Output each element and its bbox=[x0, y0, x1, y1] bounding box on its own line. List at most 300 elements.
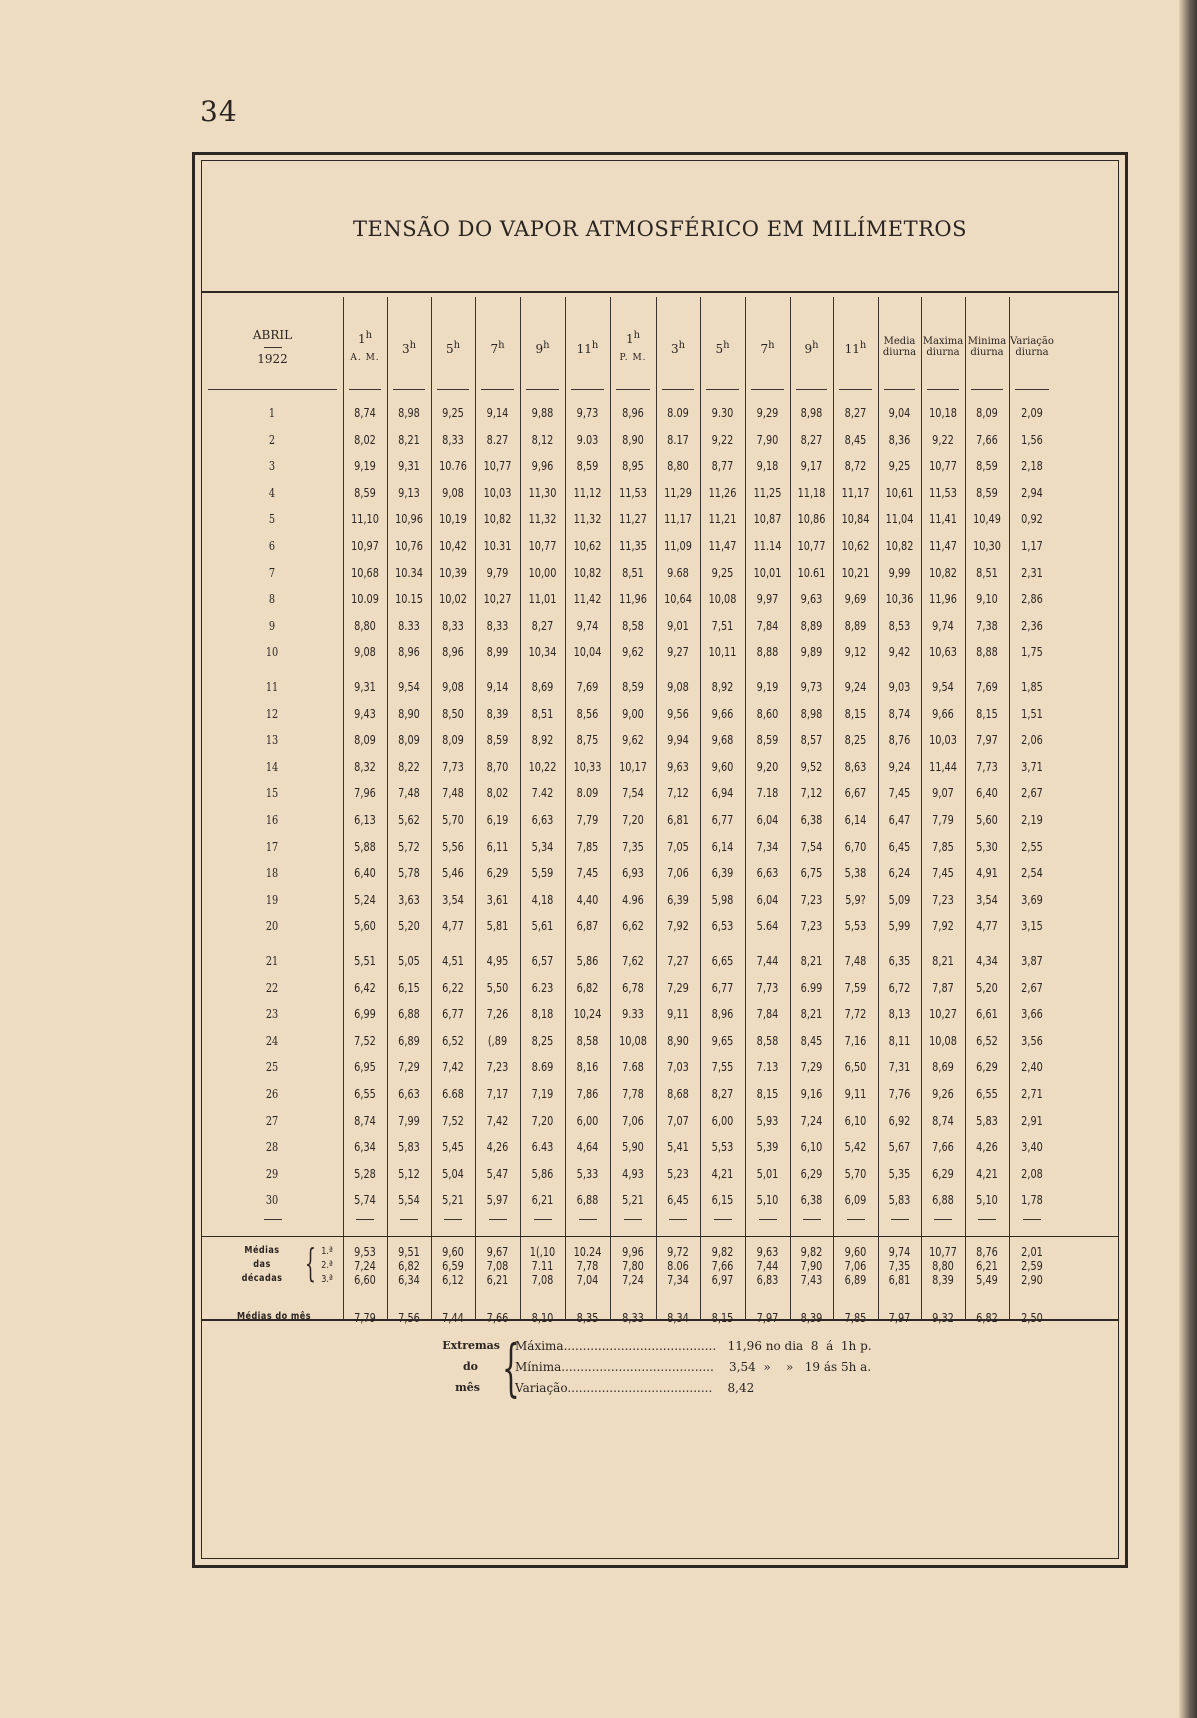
decade-mean-cell: 5,49 bbox=[976, 1273, 998, 1287]
table-title: TENSÃO DO VAPOR ATMOSFÉRICO EM MILÍMETROS bbox=[352, 217, 968, 241]
day-label: 2 bbox=[268, 432, 276, 447]
table-cell: 11,04 bbox=[885, 512, 914, 527]
table-cell: 7,35 bbox=[622, 839, 644, 854]
decade-mean-cell: 10,77 bbox=[929, 1245, 957, 1259]
table-cell: 7,48 bbox=[844, 954, 867, 968]
decade-rule bbox=[202, 1236, 1118, 1237]
day-label: 6 bbox=[268, 539, 276, 553]
table-cell: 6,75 bbox=[800, 866, 823, 881]
table-cell: 6,15 bbox=[398, 980, 420, 995]
table-cell: 8,59 bbox=[354, 485, 376, 500]
table-cell: 9,88 bbox=[531, 406, 554, 420]
table-cell: 5,34 bbox=[531, 839, 554, 854]
table-cell: 8,90 bbox=[398, 706, 420, 721]
decade-mean-cell: 8,76 bbox=[976, 1245, 998, 1259]
table-cell: 5,93 bbox=[756, 1113, 779, 1128]
month-mean-cell: 8,35 bbox=[576, 1311, 599, 1325]
day-label: 28 bbox=[265, 1140, 279, 1155]
column-divider bbox=[610, 297, 611, 1319]
column-divider bbox=[520, 297, 521, 1319]
header-hour-9 bbox=[700, 297, 745, 397]
day-label: 20 bbox=[265, 919, 279, 934]
table-cell: 5,90 bbox=[622, 1140, 644, 1155]
table-cell: 9,18 bbox=[756, 459, 779, 474]
table-cell: 8,74 bbox=[888, 706, 911, 721]
table-cell: 9,63 bbox=[667, 759, 689, 774]
decade-mean-cell: 7,35 bbox=[888, 1259, 911, 1273]
day-label: 8 bbox=[268, 592, 276, 607]
decade-mean-cell: 9,67 bbox=[486, 1245, 509, 1259]
table-cell: 5,47 bbox=[486, 1166, 509, 1181]
table-cell: 8,13 bbox=[888, 1007, 911, 1022]
table-cell: 8.09 bbox=[667, 406, 689, 420]
table-cell: 6,24 bbox=[888, 866, 911, 881]
table-cell: 9,03 bbox=[888, 680, 911, 694]
table-cell: 9,22 bbox=[711, 432, 734, 447]
table-cell: 7,19 bbox=[531, 1087, 554, 1101]
hour-label: 11$^h$ bbox=[844, 339, 867, 356]
header-month: ABRIL bbox=[252, 327, 293, 342]
table-cell: 8,98 bbox=[398, 406, 420, 420]
header-hour-7 bbox=[610, 297, 656, 397]
table-cell: 9,10 bbox=[976, 592, 998, 607]
header-month-year bbox=[202, 297, 343, 397]
decade-mean-cell: 7,43 bbox=[800, 1273, 823, 1287]
table-cell: 11,17 bbox=[664, 512, 692, 527]
table-cell: 8,59 bbox=[756, 733, 779, 748]
table-cell: 8,18 bbox=[531, 1007, 554, 1022]
table-cell: 10,62 bbox=[573, 539, 602, 553]
table-cell: 8.69 bbox=[531, 1060, 554, 1075]
decade-mean-cell: 9,96 bbox=[622, 1245, 644, 1259]
am-label: A. M. bbox=[350, 353, 380, 363]
table-cell: 7,45 bbox=[888, 786, 911, 801]
table-cell: 9,89 bbox=[800, 645, 823, 660]
decade-mean-cell: 8,39 bbox=[932, 1273, 954, 1287]
decade-mean-cell: 6,21 bbox=[976, 1259, 998, 1273]
rows-end-dash bbox=[624, 1219, 642, 1220]
header-underline bbox=[349, 389, 381, 390]
table-cell: 5,53 bbox=[711, 1140, 734, 1155]
table-cell: 6,22 bbox=[442, 980, 464, 995]
table-cell: 4,21 bbox=[976, 1166, 998, 1181]
table-cell: 8,21 bbox=[932, 954, 954, 968]
table-cell: 10,01 bbox=[753, 565, 782, 580]
month-mean-cell: 7,97 bbox=[888, 1311, 911, 1325]
day-label: 26 bbox=[265, 1087, 279, 1101]
decade-mean-cell: 7,08 bbox=[531, 1273, 554, 1287]
table-cell: 9,16 bbox=[800, 1087, 823, 1101]
table-cell: 3,54 bbox=[442, 892, 464, 907]
table-cell: 6,29 bbox=[800, 1166, 823, 1181]
table-cell: 5.64 bbox=[756, 919, 779, 934]
month-mean-cell: 8,15 bbox=[711, 1311, 734, 1325]
decade-mean-cell: 9,63 bbox=[756, 1245, 779, 1259]
table-cell: 6,29 bbox=[976, 1060, 998, 1075]
table-cell: 6,47 bbox=[888, 813, 911, 827]
table-cell: 10,97 bbox=[351, 539, 379, 553]
table-cell: 8,90 bbox=[622, 432, 644, 447]
decade-mean-cell: 10.24 bbox=[573, 1245, 602, 1259]
table-cell: 10,03 bbox=[483, 485, 512, 500]
table-cell: 6,63 bbox=[531, 813, 554, 827]
month-mean-cell: 7,79 bbox=[354, 1311, 376, 1325]
header-summary-2: Maxima diurna bbox=[922, 336, 964, 358]
table-cell: 7,69 bbox=[576, 680, 599, 694]
decade-mean-cell: 7,34 bbox=[667, 1273, 689, 1287]
month-mean-cell: 8,10 bbox=[531, 1311, 554, 1325]
table-cell: 5,45 bbox=[442, 1140, 464, 1155]
extremes-variation: Variação...................................... 8,42 bbox=[515, 1381, 755, 1395]
page-number: 34 bbox=[200, 95, 238, 128]
table-cell: 10,62 bbox=[841, 539, 870, 553]
table-cell: 6,62 bbox=[622, 919, 644, 934]
table-cell: 8,88 bbox=[756, 645, 779, 660]
table-cell: 8,59 bbox=[976, 459, 998, 474]
table-cell: 10,27 bbox=[929, 1007, 957, 1022]
table-cell: 8.33 bbox=[398, 618, 420, 633]
table-cell: 8,21 bbox=[800, 954, 823, 968]
table-cell: 5,42 bbox=[844, 1140, 867, 1155]
table-cell: 7,85 bbox=[576, 839, 599, 854]
table-cell: 3,87 bbox=[1021, 954, 1043, 968]
table-cell: 7,55 bbox=[711, 1060, 734, 1075]
header-hour-3 bbox=[431, 297, 475, 397]
header-underline bbox=[526, 389, 559, 390]
table-cell: (,89 bbox=[487, 1033, 508, 1048]
table-cell: 8,58 bbox=[622, 618, 644, 633]
table-cell: 6,57 bbox=[531, 954, 554, 968]
table-cell: 11,96 bbox=[929, 592, 957, 607]
table-cell: 8,74 bbox=[354, 406, 376, 420]
table-cell: 4,93 bbox=[622, 1166, 644, 1181]
table-cell: 6,29 bbox=[932, 1166, 954, 1181]
table-cell: 3,69 bbox=[1021, 892, 1043, 907]
table-cell: 8.09 bbox=[576, 786, 599, 801]
rows-end-dash bbox=[934, 1219, 952, 1220]
table-cell: 6,04 bbox=[756, 892, 779, 907]
table-cell: 8,45 bbox=[844, 432, 867, 447]
table-cell: 4.96 bbox=[622, 892, 644, 907]
table-cell: 2,31 bbox=[1021, 565, 1043, 580]
table-cell: 8,53 bbox=[888, 618, 911, 633]
table-cell: 5,67 bbox=[888, 1140, 911, 1155]
table-cell: 6.43 bbox=[531, 1140, 554, 1155]
table-cell: 7,76 bbox=[888, 1087, 911, 1101]
table-cell: 5,60 bbox=[354, 919, 376, 934]
table-cell: 10,24 bbox=[573, 1007, 602, 1022]
table-cell: 4,95 bbox=[486, 954, 509, 968]
table-cell: 9.30 bbox=[711, 406, 734, 420]
table-cell: 8,95 bbox=[622, 459, 644, 474]
table-cell: 9,43 bbox=[354, 706, 376, 721]
table-cell: 7,20 bbox=[622, 813, 644, 827]
table-cell: 8,16 bbox=[576, 1060, 599, 1075]
table-cell: 7,69 bbox=[976, 680, 998, 694]
table-cell: 10,77 bbox=[528, 539, 557, 553]
table-cell: 6,65 bbox=[711, 954, 734, 968]
header-underline bbox=[571, 389, 604, 390]
decade-mean-cell: 6,97 bbox=[711, 1273, 734, 1287]
rows-end-dash bbox=[891, 1219, 909, 1220]
decade-mean-cell: 7,44 bbox=[756, 1259, 779, 1273]
table-cell: 8,92 bbox=[711, 680, 734, 694]
table-cell: 4,18 bbox=[531, 892, 554, 907]
table-cell: 7,23 bbox=[486, 1060, 509, 1075]
table-cell: 7,12 bbox=[667, 786, 689, 801]
day-label: 13 bbox=[265, 733, 279, 748]
table-cell: 9.33 bbox=[622, 1007, 644, 1022]
table-cell: 10,04 bbox=[573, 645, 602, 660]
day-label: 15 bbox=[265, 786, 279, 801]
decade-mean-cell: 9,74 bbox=[888, 1245, 911, 1259]
table-cell: 10,96 bbox=[395, 512, 423, 527]
decade-mean-cell: 7,08 bbox=[486, 1259, 509, 1273]
table-cell: 7,29 bbox=[398, 1060, 420, 1075]
table-cell: 4,64 bbox=[576, 1140, 599, 1155]
header-year: 1922 bbox=[257, 351, 288, 366]
table-cell: 1,17 bbox=[1021, 539, 1043, 553]
table-cell: 6,82 bbox=[576, 980, 599, 995]
table-cell: 8,58 bbox=[756, 1033, 779, 1048]
rows-end-dash bbox=[847, 1219, 865, 1220]
table-cell: 8,51 bbox=[531, 706, 554, 721]
table-cell: 2,54 bbox=[1021, 866, 1043, 881]
table-cell: 8.27 bbox=[486, 432, 509, 447]
table-cell: 11,42 bbox=[573, 592, 602, 607]
table-cell: 7.18 bbox=[756, 786, 779, 801]
table-cell: 6,88 bbox=[576, 1193, 599, 1208]
table-cell: 7,12 bbox=[800, 786, 823, 801]
table-cell: 11,53 bbox=[929, 485, 957, 500]
table-cell: 6,38 bbox=[800, 1193, 823, 1208]
table-cell: 9,00 bbox=[622, 706, 644, 721]
table-cell: 9,08 bbox=[354, 645, 376, 660]
table-cell: 11,10 bbox=[351, 512, 379, 527]
table-cell: 5,61 bbox=[531, 919, 554, 934]
table-cell: 7,31 bbox=[888, 1060, 911, 1075]
table-cell: 7,87 bbox=[932, 980, 954, 995]
table-cell: 9,74 bbox=[932, 618, 954, 633]
column-divider bbox=[387, 297, 388, 1319]
table-cell: 9,31 bbox=[398, 459, 420, 474]
table-cell: 6,00 bbox=[711, 1113, 734, 1128]
day-label: 17 bbox=[265, 839, 279, 854]
table-cell: 10,68 bbox=[351, 565, 379, 580]
table-cell: 8,45 bbox=[800, 1033, 823, 1048]
table-cell: 7.42 bbox=[531, 786, 554, 801]
table-cell: 5,78 bbox=[398, 866, 420, 881]
table-cell: 5,9? bbox=[845, 892, 866, 907]
day-label: 22 bbox=[265, 980, 279, 995]
table-cell: 8,25 bbox=[844, 733, 867, 748]
table-cell: 8,80 bbox=[354, 618, 376, 633]
table-cell: 5,28 bbox=[354, 1166, 376, 1181]
table-cell: 8,09 bbox=[354, 733, 376, 748]
table-cell: 9,60 bbox=[711, 759, 734, 774]
table-cell: 10.31 bbox=[483, 539, 512, 553]
title-divider bbox=[202, 291, 1118, 293]
table-cell: 6.68 bbox=[442, 1087, 464, 1101]
table-cell: 5,05 bbox=[398, 954, 420, 968]
table-cell: 7,42 bbox=[442, 1060, 464, 1075]
table-cell: 8,02 bbox=[486, 786, 509, 801]
table-cell: 6,14 bbox=[711, 839, 734, 854]
table-cell: 2,09 bbox=[1021, 406, 1043, 420]
table-cell: 10,18 bbox=[929, 406, 957, 420]
table-cell: 6,13 bbox=[354, 813, 376, 827]
table-cell: 8,98 bbox=[800, 406, 823, 420]
hour-label: 5$^h$ bbox=[715, 339, 730, 356]
table-cell: 6,93 bbox=[622, 866, 644, 881]
table-cell: 11,96 bbox=[619, 592, 647, 607]
table-cell: 11,25 bbox=[753, 485, 782, 500]
column-divider bbox=[700, 297, 701, 1319]
month-mean-cell: 9,32 bbox=[932, 1311, 954, 1325]
table-cell: 5,86 bbox=[531, 1166, 554, 1181]
table-cell: 10,33 bbox=[573, 759, 602, 774]
table-cell: 7,54 bbox=[800, 839, 823, 854]
table-cell: 9,08 bbox=[442, 485, 464, 500]
table-cell: 9,13 bbox=[398, 485, 420, 500]
table-cell: 5,51 bbox=[354, 954, 376, 968]
table-cell: 2,86 bbox=[1021, 592, 1043, 607]
hour-label: 9$^h$ bbox=[535, 339, 550, 356]
table-cell: 9,19 bbox=[756, 680, 779, 694]
month-mean-cell: 7,66 bbox=[486, 1311, 509, 1325]
table-cell: 5,41 bbox=[667, 1140, 689, 1155]
table-cell: 5,35 bbox=[888, 1166, 911, 1181]
header-hour-2 bbox=[387, 297, 431, 397]
day-label: 14 bbox=[265, 759, 279, 774]
table-cell: 5,20 bbox=[398, 919, 420, 934]
table-cell: 9,27 bbox=[667, 645, 689, 660]
table-cell: 9,62 bbox=[622, 733, 644, 748]
table-cell: 8,59 bbox=[486, 733, 509, 748]
decade-ordinal: 2.ª bbox=[321, 1260, 333, 1271]
table-cell: 8,89 bbox=[844, 618, 867, 633]
table-cell: 9,01 bbox=[667, 618, 689, 633]
table-cell: 5,60 bbox=[976, 813, 998, 827]
table-cell: 7,92 bbox=[932, 919, 954, 934]
table-cell: 5,62 bbox=[398, 813, 420, 827]
decade-ordinal: 1.ª bbox=[321, 1246, 333, 1257]
table-cell: 4,34 bbox=[976, 954, 998, 968]
decade-mean-cell: 6,34 bbox=[398, 1273, 420, 1287]
table-cell: 11.14 bbox=[753, 539, 782, 553]
table-cell: 9,07 bbox=[932, 786, 954, 801]
table-cell: 10.61 bbox=[797, 565, 826, 580]
day-label: 19 bbox=[265, 892, 279, 907]
column-divider bbox=[656, 297, 657, 1319]
table-cell: 10,63 bbox=[929, 645, 957, 660]
table-cell: 10,77 bbox=[483, 459, 512, 474]
table-cell: 10,08 bbox=[929, 1033, 957, 1048]
table-cell: 5,33 bbox=[576, 1166, 599, 1181]
rows-end-dash bbox=[489, 1219, 507, 1220]
table-cell: 5,01 bbox=[756, 1166, 779, 1181]
table-cell: 4,77 bbox=[976, 919, 998, 934]
month-mean-cell: 8,34 bbox=[667, 1311, 689, 1325]
table-cell: 8,51 bbox=[622, 565, 644, 580]
table-cell: 2,18 bbox=[1021, 459, 1043, 474]
header-underline bbox=[706, 389, 739, 390]
rows-end-dash bbox=[669, 1219, 687, 1220]
month-mean-cell: 8,33 bbox=[622, 1311, 644, 1325]
table-cell: 9,25 bbox=[711, 565, 734, 580]
table-cell: 11,47 bbox=[929, 539, 957, 553]
day-label: 9 bbox=[268, 618, 276, 633]
table-cell: 7,27 bbox=[667, 954, 689, 968]
table-cell: 2,08 bbox=[1021, 1166, 1043, 1181]
extremes-label-1: Extremas bbox=[442, 1339, 500, 1352]
rows-end-dash bbox=[759, 1219, 777, 1220]
table-cell: 7,51 bbox=[711, 618, 734, 633]
table-cell: 7.13 bbox=[756, 1060, 779, 1075]
table-cell: 6,55 bbox=[354, 1087, 376, 1101]
table-bottom-rule bbox=[202, 1319, 1118, 1321]
table-cell: 9,42 bbox=[888, 645, 911, 660]
table-cell: 9,68 bbox=[711, 733, 734, 748]
table-cell: 6,95 bbox=[354, 1060, 376, 1075]
table-cell: 8,72 bbox=[844, 459, 867, 474]
table-cell: 10,49 bbox=[973, 512, 1001, 527]
table-cell: 7,72 bbox=[844, 1007, 867, 1022]
day-label: 12 bbox=[265, 706, 279, 721]
table-cell: 8,12 bbox=[531, 432, 554, 447]
table-cell: 9,99 bbox=[888, 565, 911, 580]
table-cell: 8,36 bbox=[888, 432, 911, 447]
table-cell: 6,19 bbox=[486, 813, 509, 827]
table-cell: 10,17 bbox=[619, 759, 647, 774]
header-underline bbox=[437, 389, 469, 390]
table-cell: 6,21 bbox=[531, 1193, 554, 1208]
table-cell: 3,71 bbox=[1021, 759, 1043, 774]
day-label: 10 bbox=[265, 645, 279, 660]
table-cell: 9,52 bbox=[800, 759, 823, 774]
table-cell: 9,62 bbox=[622, 645, 644, 660]
table-cell: 10.09 bbox=[351, 592, 379, 607]
header-underline bbox=[393, 389, 425, 390]
table-cell: 11,41 bbox=[929, 512, 957, 527]
decade-mean-cell: 2,59 bbox=[1021, 1259, 1043, 1273]
table-cell: 5,20 bbox=[976, 980, 998, 995]
table-cell: 6,92 bbox=[888, 1113, 911, 1128]
table-cell: 2,67 bbox=[1021, 980, 1043, 995]
table-cell: 7,34 bbox=[756, 839, 779, 854]
table-cell: 7,52 bbox=[442, 1113, 464, 1128]
table-cell: 8,96 bbox=[622, 406, 644, 420]
extremes-min: Mínima........................................ 3,54 » » 19 ás 5h a. bbox=[515, 1360, 872, 1374]
table-cell: 9,11 bbox=[667, 1007, 689, 1022]
table-cell: 6,55 bbox=[976, 1087, 998, 1101]
table-cell: 6,52 bbox=[442, 1033, 464, 1048]
column-divider bbox=[475, 297, 476, 1319]
decade-mean-cell: 6,81 bbox=[888, 1273, 911, 1287]
table-cell: 7,26 bbox=[486, 1007, 509, 1022]
decade-mean-cell: 7,90 bbox=[800, 1259, 823, 1273]
table-cell: 7,66 bbox=[976, 432, 998, 447]
day-label: 29 bbox=[265, 1166, 279, 1181]
decade-mean-cell: 7.11 bbox=[531, 1259, 554, 1273]
table-cell: 10,64 bbox=[664, 592, 692, 607]
table-frame bbox=[192, 152, 1128, 1568]
table-cell: 7,84 bbox=[756, 1007, 779, 1022]
table-cell: 11,47 bbox=[708, 539, 737, 553]
table-cell: 7,23 bbox=[800, 892, 823, 907]
table-cell: 6,52 bbox=[976, 1033, 998, 1048]
table-cell: 4,21 bbox=[711, 1166, 734, 1181]
